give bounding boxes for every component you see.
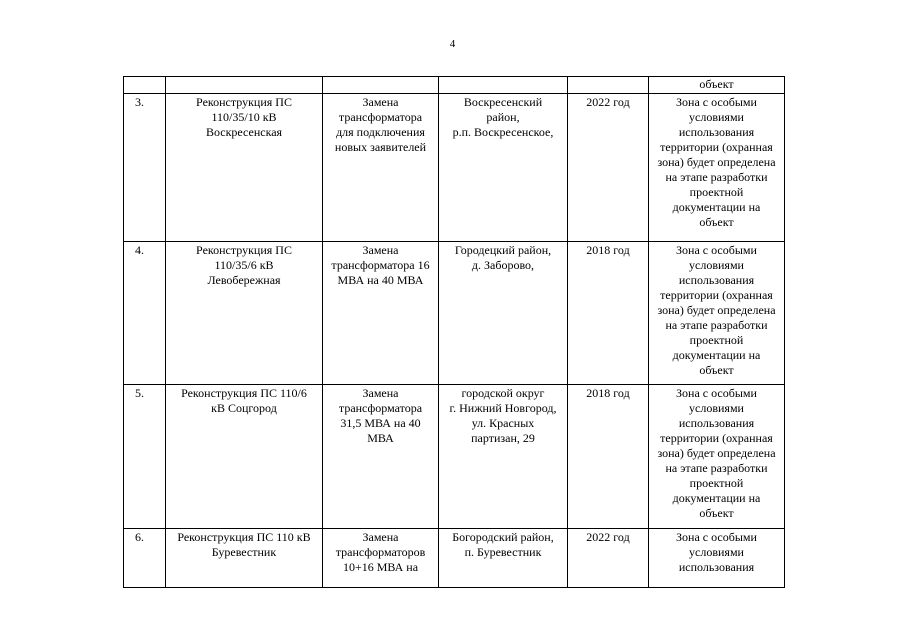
- text-line: МВА: [367, 431, 394, 445]
- text-line: условиями: [689, 545, 744, 559]
- text-line: Замена: [362, 530, 399, 544]
- text-line: р.п. Воскресенское,: [452, 125, 554, 139]
- cell-location: [439, 242, 568, 385]
- cell-year: 2022 год: [568, 529, 649, 588]
- cell-object: [166, 385, 323, 529]
- cell-zone: объект: [649, 77, 785, 94]
- cell-location: [439, 529, 568, 588]
- text-line: партизан, 29: [471, 431, 535, 445]
- cell-num: 4.: [124, 242, 166, 385]
- text-line: документации на: [672, 348, 761, 362]
- cell-year: 2022 год: [568, 94, 649, 242]
- cell-purpose: [323, 77, 439, 94]
- cell-location: [439, 385, 568, 529]
- cell-num: [124, 77, 166, 94]
- text-line: условиями: [689, 110, 744, 124]
- cell-year: 2018 год: [568, 385, 649, 529]
- cell-num: 5.: [124, 385, 166, 529]
- cell-num: 6.: [124, 529, 166, 588]
- text-line: 110/35/6 кВ: [214, 258, 274, 272]
- text-line: использования: [678, 416, 755, 430]
- text-line: д. Заборово,: [471, 258, 535, 272]
- text-line: Реконструкция ПС 110 кВ: [177, 530, 311, 544]
- cell-year: 2018 год: [568, 242, 649, 385]
- text-line: зона) будет определена: [657, 303, 776, 317]
- cell-year: [568, 77, 649, 94]
- cell-location: [439, 94, 568, 242]
- projects-table: [123, 76, 785, 588]
- text-line: 10+16 МВА на: [342, 560, 419, 574]
- text-line: использования: [678, 125, 755, 139]
- text-line: Богородский район,: [452, 530, 554, 544]
- table-row-continuation: [124, 77, 785, 94]
- table-row: [124, 242, 785, 385]
- cell-zone: [649, 385, 785, 529]
- text-line: зона) будет определена: [657, 446, 776, 460]
- text-line: документации на: [672, 200, 761, 214]
- text-line: проектной: [689, 333, 744, 347]
- cell-purpose: [323, 529, 439, 588]
- cell-object: [166, 242, 323, 385]
- table-row: [124, 94, 785, 242]
- text-line: Реконструкция ПС: [196, 95, 292, 109]
- text-line: объект: [699, 363, 734, 377]
- text-line: Левобережная: [207, 273, 281, 287]
- text-line: Буревестник: [211, 545, 277, 559]
- cell-purpose: [323, 242, 439, 385]
- text-line: Замена: [362, 386, 399, 400]
- text-line: Реконструкция ПС: [196, 243, 292, 257]
- page-number: 4: [449, 38, 456, 50]
- text-line: документации на: [672, 491, 761, 505]
- text-line: территории (охранная: [660, 140, 773, 154]
- text-line: новых заявителей: [334, 140, 427, 154]
- table-row: [124, 385, 785, 529]
- text-line: 110/35/10 кВ: [211, 110, 277, 124]
- text-line: территории (охранная: [660, 431, 773, 445]
- cell-num: 3.: [124, 94, 166, 242]
- text-line: кВ Соцгород: [211, 401, 277, 415]
- cell-purpose: [323, 385, 439, 529]
- text-line: 31,5 МВА на 40: [340, 416, 421, 430]
- text-line: трансформаторов: [335, 545, 426, 559]
- cell-location: [439, 77, 568, 94]
- cell-object: [166, 94, 323, 242]
- text-line: Реконструкция ПС 110/6: [181, 386, 307, 400]
- text-line: проектной: [689, 476, 744, 490]
- text-line: условиями: [689, 401, 744, 415]
- text-line: Зона с особыми: [676, 243, 757, 257]
- text-line: проектной: [689, 185, 744, 199]
- text-line: п. Буревестник: [464, 545, 542, 559]
- text-line: зона) будет определена: [657, 155, 776, 169]
- table-row: [124, 529, 785, 588]
- text-line: на этапе разработки: [665, 461, 768, 475]
- text-line: условиями: [689, 258, 744, 272]
- text-line: Замена: [362, 95, 399, 109]
- text-line: г. Нижний Новгород,: [449, 401, 557, 415]
- text-line: городской округ: [461, 386, 545, 400]
- text-line: ул. Красных: [471, 416, 535, 430]
- text-line: МВА на 40 МВА: [337, 273, 424, 287]
- text-line: использования: [678, 273, 755, 287]
- cell-zone: [649, 94, 785, 242]
- cell-purpose: [323, 94, 439, 242]
- text-line: Зона с особыми: [676, 386, 757, 400]
- cell-zone: [649, 242, 785, 385]
- cell-object: [166, 77, 323, 94]
- text-line: Городецкий район,: [454, 243, 552, 257]
- text-line: трансформатора: [338, 401, 423, 415]
- text-line: Зона с особыми: [676, 95, 757, 109]
- text-line: объект: [699, 506, 734, 520]
- text-line: трансформатора 16: [331, 258, 430, 272]
- text-line: для подключения: [336, 125, 425, 139]
- text-line: объект: [699, 215, 734, 229]
- text-line: Воскресенский: [463, 95, 543, 109]
- cell-zone: [649, 529, 785, 588]
- text-line: территории (охранная: [660, 288, 773, 302]
- text-line: район,: [486, 110, 520, 124]
- cell-object: [166, 529, 323, 588]
- text-line: Замена: [362, 243, 399, 257]
- text-line: на этапе разработки: [665, 170, 768, 184]
- text-line: использования: [678, 560, 755, 574]
- text-line: на этапе разработки: [665, 318, 768, 332]
- text-line: Воскресенская: [205, 125, 283, 139]
- text-line: Зона с особыми: [676, 530, 757, 544]
- text-line: трансформатора: [338, 110, 423, 124]
